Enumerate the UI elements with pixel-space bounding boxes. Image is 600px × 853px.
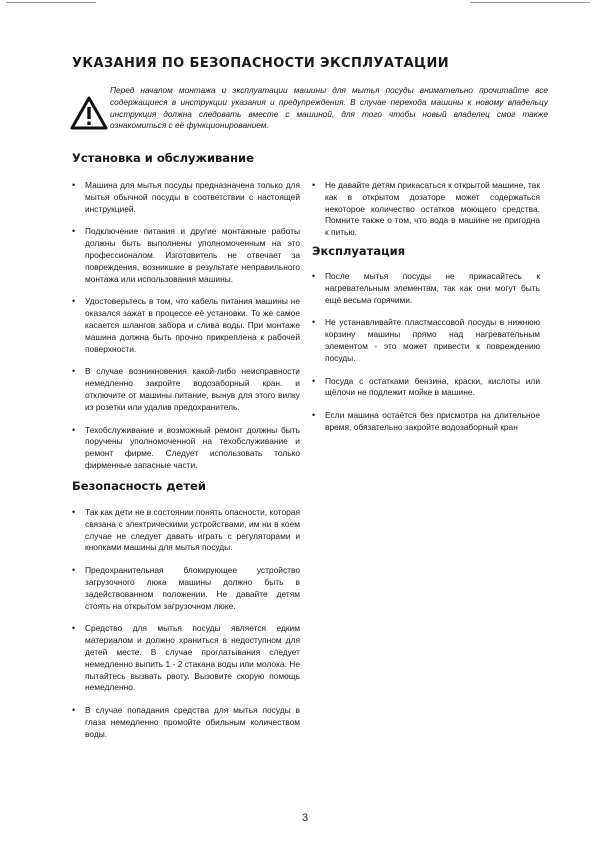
bullet: • xyxy=(72,296,76,307)
list-item xyxy=(72,296,300,355)
list-item xyxy=(72,565,300,612)
bullet: • xyxy=(72,180,76,190)
list-item-text: В случае возникновения какой-либо неисправности немедленно закройте водозаборный кран. и отключите от машины питание, вынув для этого вилку из розетки или удалив предохранитель. xyxy=(85,366,300,412)
bullet: • xyxy=(312,271,316,281)
list-item-text: Подключение питания и другие монтажные работы должны быть выполнены уполномоченным на это профессионалом. Изготовитель не отвечает за повреждения, возникшие в результате неправильного монтажа или использования машины. xyxy=(85,226,300,284)
list-item xyxy=(72,705,300,740)
list-item-text: Посуда с остатками бензина, краски, кислоты или щёлочи не подлежит мойке в машине. xyxy=(325,375,540,398)
list-item xyxy=(72,226,300,285)
list-item-text: Не устанавливайте пластмассовой посуды в нижнюю корзину машины прямо над нагревательным элементом - это может привести к повреждению посуды. xyxy=(325,317,540,363)
children-list xyxy=(72,507,300,752)
installation-list xyxy=(72,180,300,483)
list-item-text: Средство для мытья посуды является едким материалом и должно храниться в недоступном для детей месте. В случае проглатывания следует немедленно выпить 1 - 2 стакана воды или молока. Не пытайтесь вызвать рвоту. Вызовите скорую помощь немедленно. xyxy=(85,623,300,693)
list-item-text: Техобслуживание и возможный ремонт должны быть поручены уполномоченной на техобслуживание и ремонт фирме. Следует использовать только фирменные запасные части. xyxy=(85,424,300,470)
bullet: • xyxy=(312,410,316,421)
bullet: • xyxy=(72,565,76,576)
section-heading-children: Безопасность детей xyxy=(72,479,206,493)
bullet: • xyxy=(72,705,76,716)
list-item xyxy=(72,507,300,554)
children-list-continued xyxy=(312,180,540,250)
bullet: • xyxy=(72,424,76,435)
list-item-text: В случае попадания средства для мытья посуды в глаза немедленно промойте обильным количеством воды. xyxy=(85,705,300,739)
bullet: • xyxy=(312,375,316,386)
bullet: • xyxy=(72,366,76,377)
section-heading-installation: Установка и обслуживание xyxy=(72,151,254,165)
list-item xyxy=(312,317,540,364)
operation-list xyxy=(312,271,540,445)
list-item-text: Предохранительная блокирующее устройство загрузочного люка машины должно быть в задействованном положении. Не давайте детям стоять на открытом загрузочном люке. xyxy=(85,565,300,611)
warning-triangle-icon xyxy=(70,96,108,130)
list-item xyxy=(312,376,540,400)
list-item-text: Удостоверьтесь в том, что кабель питания машины не оказался зажат в процессе её установки. То же самое касается шлангов забора и слива воды. При монтаже машина должна быть прочно прикреплена к рабочей поверхности. xyxy=(85,296,300,354)
bullet: • xyxy=(72,507,76,517)
bullet: • xyxy=(312,180,316,190)
page-title: УКАЗАНИЯ ПО БЕЗОПАСНОСТИ ЭКСПЛУАТАЦИИ xyxy=(72,56,450,71)
list-item-text: Не давайте детям прикасаться к открытой машине, так как в открытом дозаторе может содержаться некоторое количество остатков моющего средства. Помните также о том, что вода в машине не пригодна к питью. xyxy=(325,180,540,238)
top-rule-left xyxy=(6,2,96,3)
list-item xyxy=(312,180,540,239)
bullet: • xyxy=(312,317,316,328)
list-item xyxy=(72,180,300,215)
list-item-text: Машина для мытья посуды предназначена только для мытья обычной посуды в соответствии с настоящей инструкцией. xyxy=(85,180,300,214)
list-item-text: После мытья посуды не прикасайтесь к нагревательным элементам, так как они могут быть ещё весьма горячими. xyxy=(325,271,540,305)
list-item xyxy=(312,271,540,306)
list-item-text: Так как дети не в состоянии понять опасности, которая связана с электрическими устройствами, им ни в коем случае не следует давать играть с регуляторами и кнопками машины для мытья посуды. xyxy=(85,507,300,553)
bullet: • xyxy=(72,623,76,634)
bullet: • xyxy=(72,226,76,237)
list-item xyxy=(72,366,300,413)
list-item xyxy=(72,623,300,694)
section-heading-operation: Эксплуатация xyxy=(312,244,406,258)
top-rule-right xyxy=(470,2,590,3)
list-item xyxy=(312,410,540,434)
list-item-text: Если машина остаётся без присмотра на длительное время, обязательно закройте водозаборный кран xyxy=(325,410,540,432)
list-item xyxy=(72,425,300,472)
page-number: 3 xyxy=(302,812,309,824)
intro-warning-text: Перед началом монтажа и эксплуатации машины для мытья посуды внимательно прочитайте все содержащиеся в инструкции указания и предупреждения. В случае перехода машины к новому владельцу инструкция должна следовать вместе с машиной, для того чтобы новый владелец смог также ознакомиться с её функционированием. xyxy=(110,85,548,131)
